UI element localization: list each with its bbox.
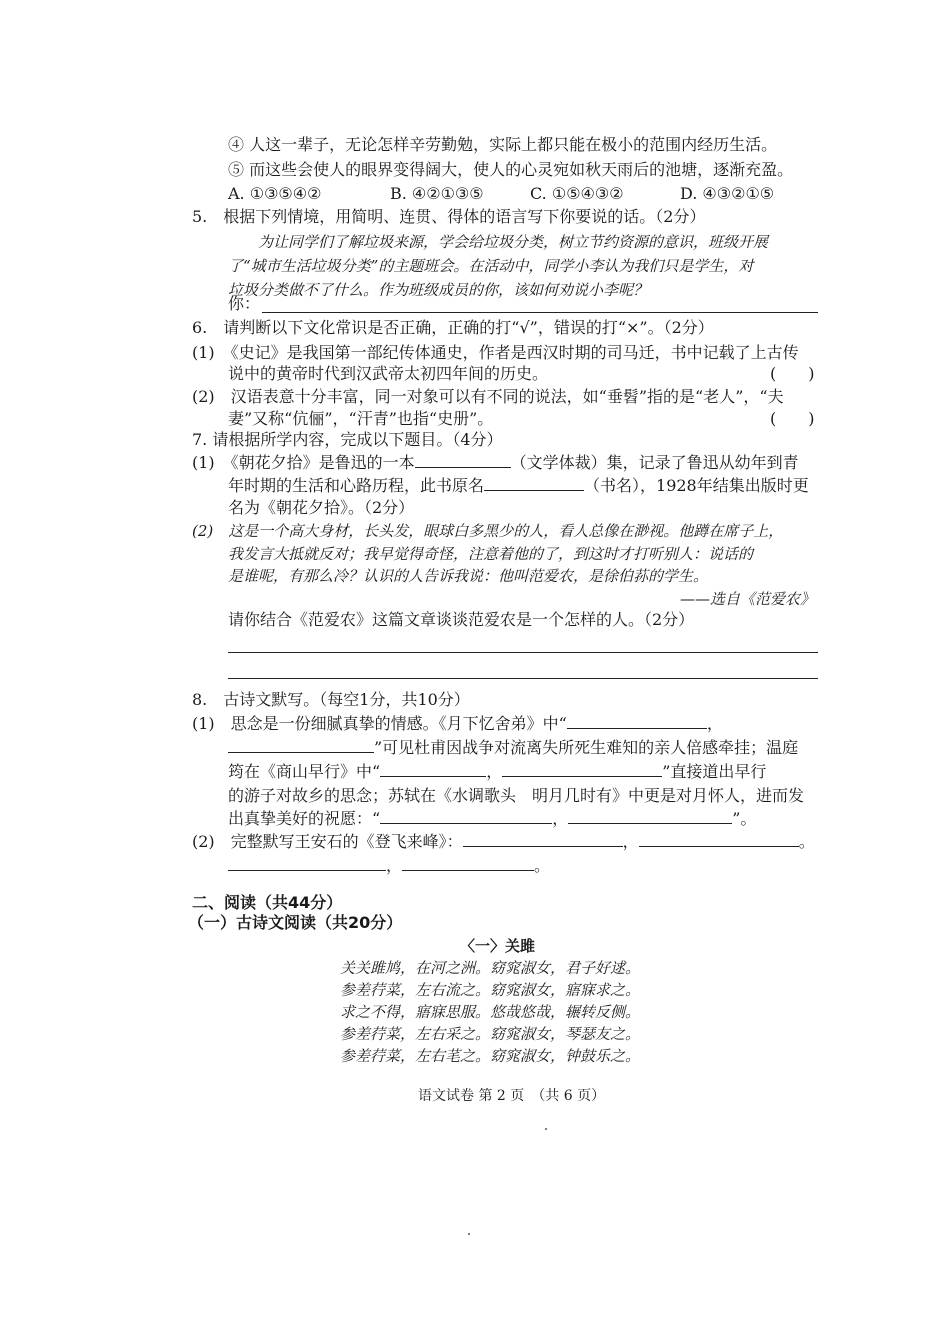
q7-part-1a: [192, 453, 799, 473]
q4-item-5: ⑤ 而这些会使人的眼界变得阔大，使人的心灵宛如秋天雨后的池塘，逐渐充盈。: [228, 160, 794, 179]
q8-part-1e: [228, 809, 756, 829]
q5-you-label: 你：: [228, 294, 261, 313]
poem-line-2: 参差荇菜，左右流之。窈窕淑女，寤寐求之。: [340, 981, 641, 999]
q8-part-1a-pre: (1) 思念是一份细腻真挚的情感。《月下忆舍弟》中“: [192, 714, 567, 733]
poem-line-3: 求之不得，寤寐思服。悠哉悠哉，辗转反侧。: [340, 1003, 641, 1021]
q8-blank-5[interactable]: [380, 809, 552, 824]
q8-part-1c: [228, 762, 766, 782]
q8-part-1e-post: ”。: [732, 809, 757, 828]
q7-excerpt-1: (2) 这是一个高大身材，长头发，眼球白多黑少的人，看人总像在渺视。他蹲在席子上，: [192, 522, 784, 540]
q7-excerpt-2: 我发言大抵就反对；我早觉得奇怪，注意着他的了，到这时才打听别人：说话的: [228, 545, 754, 563]
q5-title: 5. 根据下列情境，用简明、连贯、得体的语言写下你要说的话。（2分）: [192, 207, 706, 226]
q8-blank-4[interactable]: [502, 762, 662, 777]
q7-part-1b-post: （书名），1928年结集出版时更: [584, 476, 809, 495]
q8-comma-1: ，: [706, 714, 723, 733]
q5-line-1: 为让同学们了解垃圾来源，学会给垃圾分类，树立节约资源的意识，班级开展: [258, 233, 769, 251]
page-footer: 语文试卷 第 2 页 （共 6 页）: [418, 1088, 606, 1104]
scan-speck: [468, 1233, 470, 1235]
q6-statement-2b: 妻”又称“伉俪”，“汗青”也指“史册”。: [228, 409, 494, 428]
poem-line-5: 参差荇菜，左右芼之。窈窕淑女，钟鼓乐之。: [340, 1047, 641, 1065]
poem-line-1: 关关雎鸠，在河之洲。窈窕淑女，君子好逑。: [340, 959, 641, 977]
q6-statement-1a: (1) 《史记》是我国第一部纪传体通史，作者是西汉时期的司马迁，书中记载了上古传: [192, 343, 799, 362]
q8-part-2b: [228, 856, 550, 876]
q8-title: 8. 古诗文默写。（每空1分，共10分）: [192, 690, 470, 709]
q7-excerpt-3: 是谁呢，有那么冷？认识的人告诉我说：他叫范爱农，是徐伯荪的学生。: [228, 567, 709, 585]
q7-question: 请你结合《范爱农》这篇文章谈谈范爱农是一个怎样的人。（2分）: [228, 610, 695, 629]
q8-comma-5: ，: [386, 856, 403, 875]
q7-title: 7. 请根据所学内容，完成以下题目。（4分）: [192, 430, 503, 449]
q8-period-2: 。: [534, 856, 551, 875]
q7-part-1c: 名为《朝花夕拾》。（2分）: [228, 498, 415, 517]
q8-part-1a: [192, 714, 723, 734]
q6-answer-2-parens[interactable]: ( ): [770, 409, 815, 428]
q8-comma-2: ，: [486, 762, 503, 781]
q7-part-1a-pre: (1) 《朝花夕拾》是鲁迅的一本: [192, 453, 415, 472]
q8-blank-9[interactable]: [228, 856, 386, 871]
q8-comma-4: ，: [622, 832, 639, 851]
q6-answer-1-parens[interactable]: ( ): [770, 364, 815, 383]
q5-line-2: 了“城市生活垃圾分类”的主题班会。在活动中，同学小李认为我们只是学生，对: [228, 257, 754, 275]
q8-part-1b-post: ”可见杜甫因战争对流离失所死生难知的亲人倍感牵挂；温庭: [374, 738, 799, 757]
q7-answer-line-2[interactable]: [228, 678, 818, 679]
q8-part-2a-pre: (2) 完整默写王安石的《登飞来峰》：: [192, 832, 463, 851]
q8-blank-8[interactable]: [639, 832, 799, 847]
q8-part-2a: [192, 832, 815, 852]
q8-part-1b: [228, 738, 798, 758]
q8-comma-3: ，: [552, 809, 569, 828]
q5-answer-line[interactable]: [262, 312, 818, 313]
q4-option-c: C. ①⑤④③②: [530, 184, 624, 203]
q8-part-1c-post: ”直接道出早行: [662, 762, 767, 781]
q4-option-b: B. ④②①③⑤: [390, 184, 484, 203]
q7-original-title-blank[interactable]: [484, 476, 584, 491]
poem-title: 〈一〉关雎: [460, 937, 536, 955]
q7-part-1b: [228, 476, 809, 496]
q7-answer-line-1[interactable]: [228, 652, 818, 653]
q7-part-1b-pre: 年时期的生活和心路历程，此书原名: [228, 476, 485, 495]
q8-blank-3[interactable]: [380, 762, 486, 777]
q6-title: 6. 请判断以下文化常识是否正确，正确的打“√”，错误的打“×”。（2分）: [192, 318, 714, 337]
q4-option-a: A. ①③⑤④②: [228, 184, 322, 203]
q8-blank-6[interactable]: [568, 809, 732, 824]
q5-line-3: 垃圾分类做不了什么。作为班级成员的你，该如何劝说小李呢？: [228, 281, 649, 299]
q7-part-1a-post: （文学体裁）集，记录了鲁迅从幼年到青: [510, 453, 799, 472]
q7-genre-blank[interactable]: [415, 453, 511, 468]
q4-item-4: ④ 人这一辈子，无论怎样辛劳勤勉，实际上都只能在极小的范围内经历生活。: [228, 135, 778, 154]
q8-blank-10[interactable]: [402, 856, 534, 871]
q8-part-1d: 的游子对故乡的思念；苏轼在《水调歌头 明月几时有》中更是对月怀人，进而发: [228, 786, 805, 805]
q6-statement-1b: 说中的黄帝时代到汉武帝太初四年间的历史。: [228, 364, 549, 383]
q8-blank-7[interactable]: [463, 832, 623, 847]
section-2-title: 二、阅读（共44分）: [192, 893, 343, 912]
q8-period-1: 。: [798, 832, 815, 851]
q8-blank-1[interactable]: [567, 714, 707, 729]
q8-part-1c-pre: 筠在《商山早行》中“: [228, 762, 381, 781]
poem-line-4: 参差荇菜，左右采之。窈窕淑女，琴瑟友之。: [340, 1025, 641, 1043]
q8-part-1e-pre: 出真挚美好的祝愿：“: [228, 809, 381, 828]
q4-option-d: D. ④③②①⑤: [680, 184, 775, 203]
section-2-subtitle: （一）古诗文阅读（共20分）: [188, 913, 403, 932]
q7-excerpt-source: ——选自《范爱农》: [680, 590, 816, 608]
q6-statement-2a: (2) 汉语表意十分丰富，同一对象可以有不同的说法，如“垂髫”指的是“老人”，“夫: [192, 387, 784, 406]
scan-speck: [545, 1128, 547, 1130]
q8-blank-2[interactable]: [228, 738, 374, 753]
